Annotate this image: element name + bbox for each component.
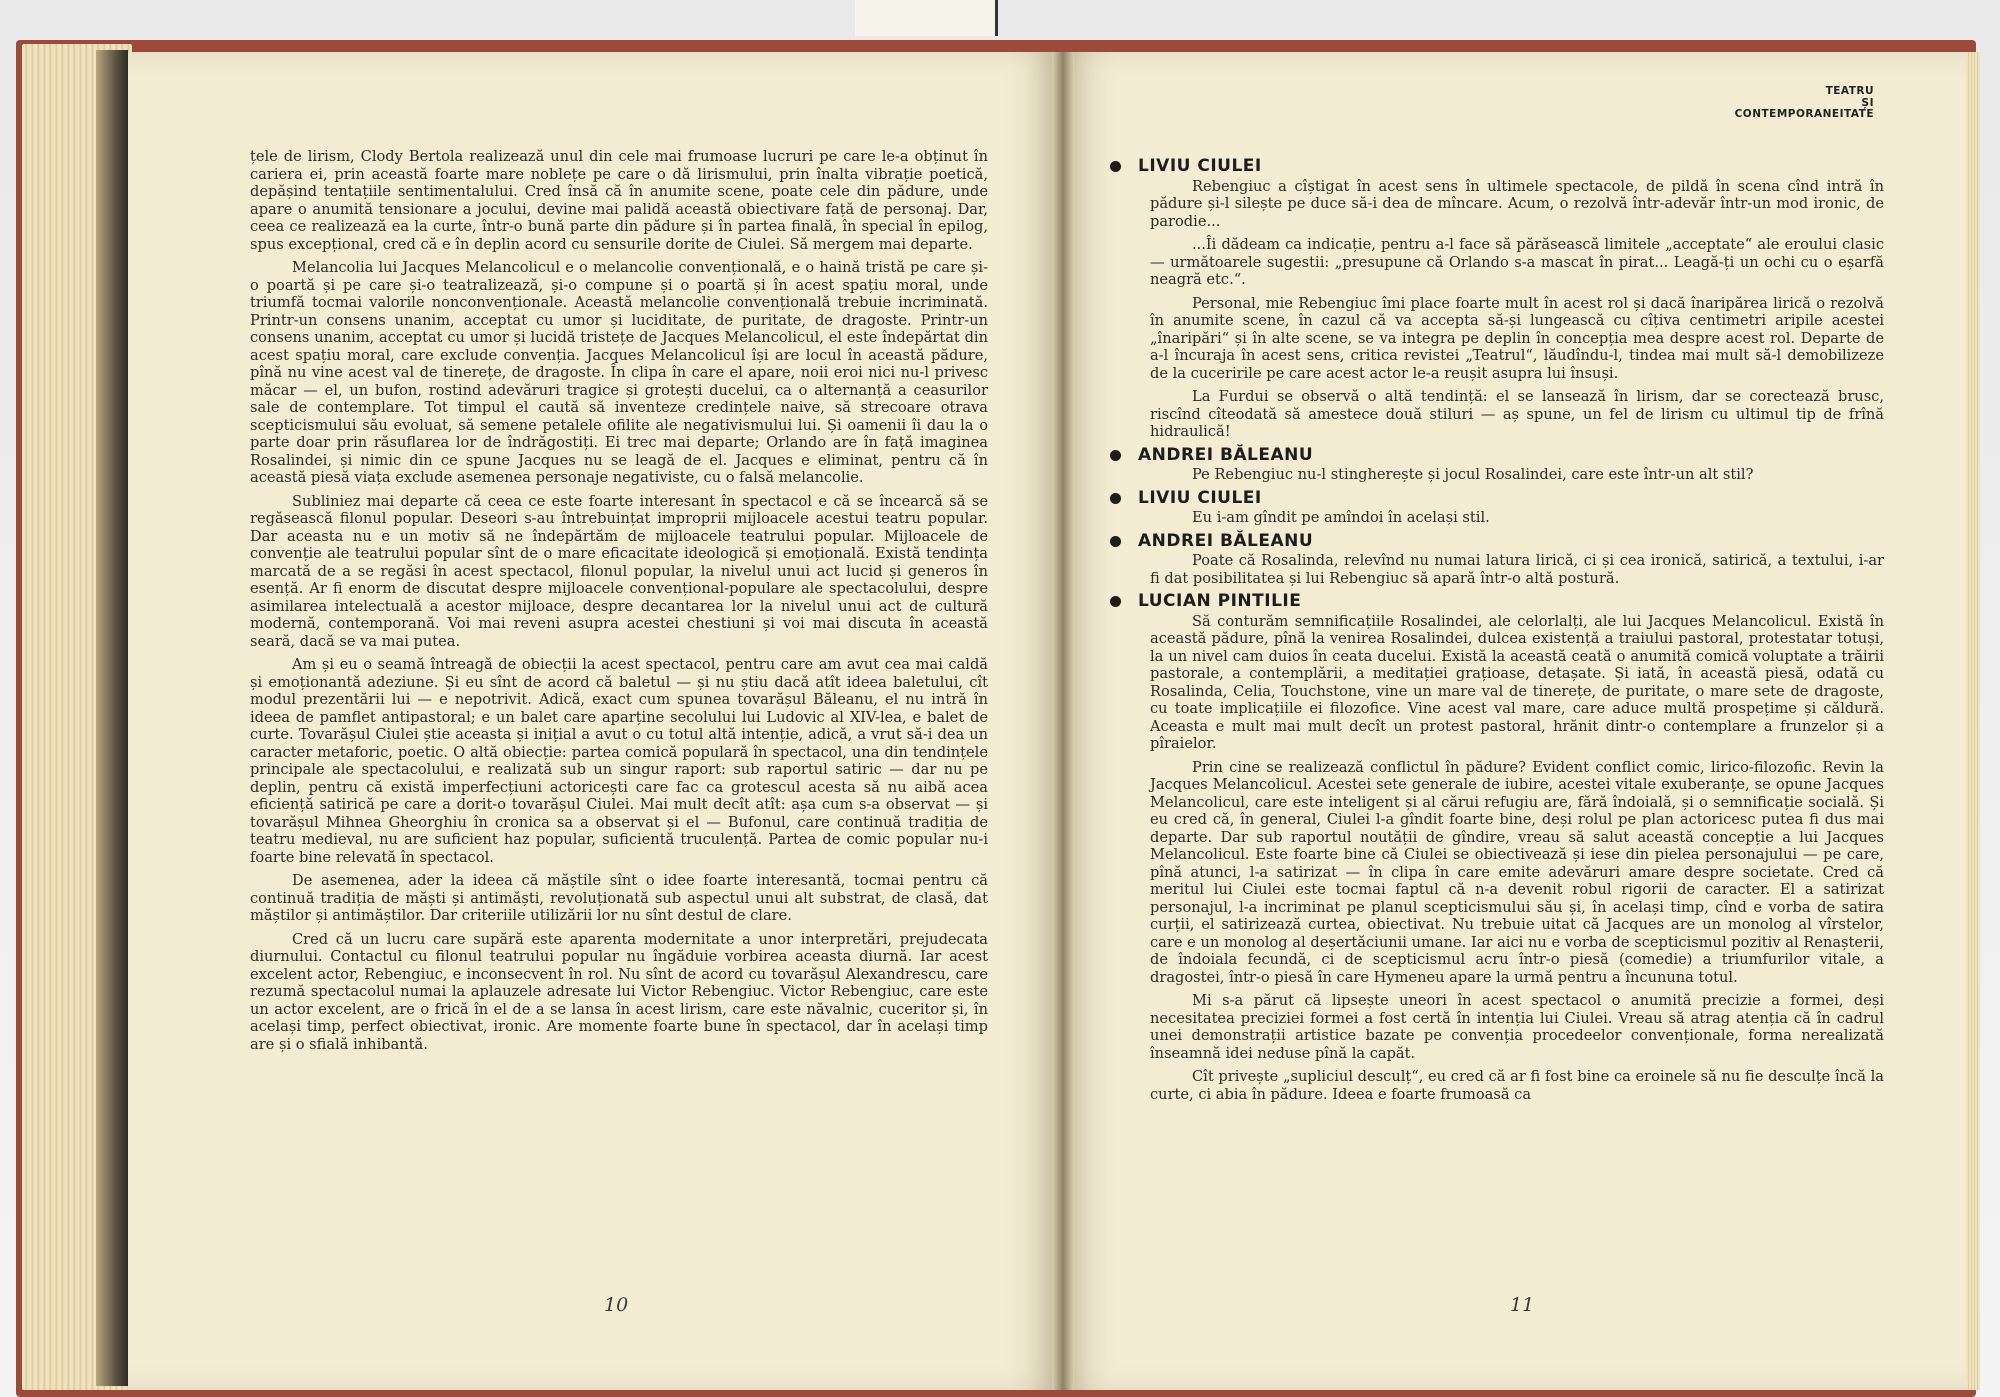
speaker-name: LUCIAN PINTILIE xyxy=(1138,591,1302,611)
speaker-heading xyxy=(1110,487,1884,508)
bullet-icon xyxy=(1110,493,1121,504)
bullet-icon xyxy=(1110,161,1121,172)
paragraph: Subliniez mai departe că ceea ce este foarte interesant în spectacol e că se încearcă să se regăsească filonul popular. Deseori s-au întrebuințat improprii mijloacele acestui teatru popular. Dar aceasta nu e un motiv să ne îndepărtăm de mijloacele teatrului popular. Mijloacele de convenție ale teatrului popular sînt de o mare eficacitate ideologică și emoțională. Există tendința marcată de a se regăsi în acest spectacol, filonul popular, la nivelul unui act lucid și generos în esență. Ar fi enorm de discutat despre mijloacele convențional-populare ale spectacolului, despre asimilarea intelectuală a acestor mijloace, despre decantarea lor la nivelul unui act de cultură modernă, contemporană. Voi mai reveni asupra acestei chestiuni și voi mai discuta în această seară, dacă se va mai putea. xyxy=(250,492,988,650)
paragraph: De asemenea, ader la ideea că măștile sînt o idee foarte interesantă, tocmai pentru că continuă tradiția de măști și antimăști, revoluționată sub aspectul unui alt substrat, de clasă, dat măștilor și antimăștilor. Dar criteriile utilizării lor nu sînt destul de clare. xyxy=(250,872,988,924)
section-header-line: TEATRU xyxy=(1825,85,1874,97)
section-header-line: CONTEMPORANEITATE xyxy=(1734,108,1874,120)
paragraph: Rebengiuc a cîștigat în acest sens în ultimele spectacole, de pildă în scena cînd intră în pădure și-l silește pe duce să-i dea de mîncare. Acum, o rezolvă într-adevăr într-un mod ironic, de parodie... xyxy=(1150,177,1884,230)
paragraph: Mi s-a părut că lipsește uneori în acest spectacol o anumită precizie a formei, deși necesitatea preciziei formei a fost certă în intenția lui Ciulei. Vreau să atrag atenția că în cadrul unei demonstrații artistice bazate pe convenția procedeelor convenționale, forma nerealizată înseamnă idei neduse pînă la capăt. xyxy=(1150,992,1884,1062)
left-page-text xyxy=(250,148,988,1059)
paragraph: Am și eu o seamă întreagă de obiecții la acest spectacol, pentru care am avut cea mai caldă și emoționantă adeziune. Și eu sînt de acord că baletul — și nu știu dacă atît ideea baletului, cît modul prezentării lui — e nepotrivit. Adică, exact cum spunea tovarășul Băleanu, el nu intră în ideea de pamflet antipastoral; e un balet care aparține secolului lui Ludovic al XIV-lea, e balet de curte. Tovarășul Ciulei știe aceasta și inițial a avut o cu totul altă intenție, adică, a vrut să-i dea un caracter metaforic, poetic. O altă obiecție: partea comică populară în spectacol, una din tendințele principale ale spectacolului, e realizată sub un singur raport: sub raportul satiric — dar nu pe deplin, pentru că există imperfecțiuni actoricești care fac ca grotescul acesta să nu aibă acea eficiență satirică pe care a dorit-o tovarășul Ciulei. Mai mult decît atît: așa cum s-a observat — și tovarășul Mihnea Gheorghiu în cronica sa a observat și el — Bufonul, care continuă tradiția de teatru medieval, nu are suficient haz popular, suficientă truculență. Partea de comic popular nu-i foarte bine relevată în spectacol. xyxy=(250,656,988,866)
section-header-line: ȘI xyxy=(1861,96,1874,109)
paragraph: Personal, mie Rebengiuc îmi place foarte mult în acest rol și dacă înaripărea lirică o rezolvă în anumite scene, în cazul că va accepta să-și lungească cu cîțiva centimetri aripile acestei „înaripări“ și în alte scene, se va integra pe deplin în concepția mea despre acest rol. Departe de a-l încuraja în acest sens, critica revistei „Teatrul“, lăudîndu-l, tindea mai mult să-l demobilizeze de la cuceririle pe care acest actor le-a reușit asupra lui însuși. xyxy=(1150,294,1884,382)
right-page-edge xyxy=(1966,52,1980,1390)
bullet-icon xyxy=(1110,536,1121,547)
section-header xyxy=(1628,86,1874,121)
bullet-icon xyxy=(1110,450,1121,461)
paragraph: Eu i-am gîndit pe amîndoi în același stil. xyxy=(1192,509,1490,526)
paragraph: Prin cine se realizează conflictul în pădure? Evident conflict comic, lirico-filozofic. Revin la Jacques Melancolicul. Acestei sete generale de iubire, acestei vitale exuberanțe, se opune Jacques Melancolicul, care este inteligent și al cărui refugiu are, fără îndoială, și o semnificație socială. Și eu cred că, în general, Ciulei l-a gîndit foarte bine, deși rolul pe plan actoricesc putea fi dus mai departe. Dar sub raportul noutății de gîndire, vreau să salut această concepție a lui Jacques Melancolicul. Este foarte bine că Ciulei se obiectivează și iese din pielea personajului — pe care, pînă atunci, l-a satirizat — în clipa în care emite adevăruri amare despre societate. Cred că meritul lui Ciulei este tocmai faptul că n-a devenit robul rigorii de caracter. El a satirizat personajul, l-a incriminat pe planul scepticismului său și, în același timp, cînd e vorba de satira curții, el satirizează curtea, obiectivat. Nu trebuie uitat că Jacques are un monolog al vîrstelor, care e un monolog al deșertăciunii umane. Iar aici nu e vorba de scepticismul pozitiv al Renașterii, de îndoiala fecundă, ci de scepticismul acru într-o piesă (comedie) a triumfurilor vitale, a dragostei, într-o piesă în care Hymeneu apare la urmă pentru a încununa totul. xyxy=(1150,758,1884,986)
paragraph: Pe Rebengiuc nu-l stingherește și jocul Rosalindei, care este într-un alt stil? xyxy=(1192,466,1754,483)
paragraph: Melancolia lui Jacques Melancolicul e o melancolie convențională, e o haină tristă pe care și-o poartă și pe care și-o teatralizează, și-o compune și o poartă și în acest spațiu moral, unde triumfă tocmai valorile nonconvenționale. Această melancolie convențională trebuie incriminată. Printr-un consens unanim, acceptat cu umor și luciditate, de puritate, de dragoste. Printr-un consens unanim, acceptat cu umor și lucidă tristețe de Jacques Melancolicul, el este îndepărtat din acest spațiu moral, care exclude convenția. Jacques Melancolicul își are locul în această pădure, pînă nu vine acest val de tinerețe, de dragoste. În clipa în care el apare, noii eroi nici nu-l privesc măcar — el, un bufon, rostind adevăruri tragice și grotești ducelui, ca o alternanță a ceasurilor sale de contemplare. Tot timpul el caută să inventeze credințele naive, să strecoare otrava scepticismului său evoluat, să semene petalele ofilite ale negativismului lui. Și oamenii îi dau la o parte doar prin răsuflarea lor de îndrăgostiți. Ei trec mai departe; Orlando are în față imaginea Rosalindei, și nimic din ce spune Jacques nu se leagă de el. Jacques e eliminat, pentru că în această piesă viața exclude asemenea personaje negativiste, cu o falsă melancolie. xyxy=(250,259,988,486)
paragraph: Cred că un lucru care supără este aparenta modernitate a unor interpretări, prejudecata diurnului. Contactul cu filonul teatrului popular nu îngăduie vorbirea aceasta diurnă. Iar acest excelent actor, Rebengiuc, e inconsecvent în rol. Nu sînt de acord cu tovarășul Alexandrescu, care rezumă spectacolul numai la aplauzele adresate lui Victor Rebengiuc. Victor Rebengiuc, care este un actor excelent, are o frică în el de a se lansa în acest lirism, care este năvalnic, cuceritor și, în același timp, perfect obiectivat, ironic. Are momente foarte bune în spectacol, dar în același timp are și o sfială inhibantă. xyxy=(250,930,988,1053)
paragraph: Cît privește „supliciul desculț“, eu cred că ar fi fost bine ca eroinele să nu fie desculțe încă la curte, ci abia în pădure. Ideea e foarte frumoasă ca xyxy=(1150,1068,1884,1103)
book-gutter xyxy=(1052,52,1074,1390)
speaker-name: ANDREI BĂLEANU xyxy=(1138,444,1314,465)
speaker-name: LIVIU CIULEI xyxy=(1138,156,1262,176)
speaker-heading xyxy=(1110,158,1884,176)
speaker-name: LIVIU CIULEI xyxy=(1138,487,1262,508)
bullet-icon xyxy=(1110,596,1121,607)
speaker-heading xyxy=(1110,444,1884,465)
paragraph: țele de lirism, Clody Bertola realizează unul din cele mai frumoase lucruri pe care le-a obținut în cariera ei, prin această foarte mare noblețe pe care o dă lirismului, prin înalta vibrație poetică, depășind tentațiile sentimentalului. Cred însă că în anumite scene, poate cele din pădure, unde apare o anumită tensionare a jocului, devine mai palidă această obiectivare față de personaj. Dar, ceea ce realizează ea la curte, într-o bună parte din pădure și în partea finală, în special în epilog, spus excepțional, cred că e în deplin acord cu sensurile dorite de Ciulei. Să mergem mai departe. xyxy=(250,148,988,253)
paragraph: La Furdui se observă o altă tendință: el se lansează în lirism, dar se corectează brusc, riscînd cîteodată să amestece două stiluri — aș spune, un fel de lirism cu ultimul tip de frînă hidraulică! xyxy=(1150,388,1884,440)
page-number: 10 xyxy=(604,1294,629,1316)
page-number: 11 xyxy=(1510,1294,1535,1316)
paragraph: Să conturăm semnificațiile Rosalindei, ale celorlalți, ale lui Jacques Melancolicul. Există în această pădure, pînă la venirea Rosalindei, dulcea existență a traiului pastoral, protestatar totuși, la un nivel cam duios în ceata ducelui. Există la această ceată o anumită comică voluptate a trăirii pastorale, a contemplării, a meditației grațioase, detașate. Și iată, în această piesă, odată cu Rosalinda, Celia, Touchstone, vine un mare val de tinerețe, de puritate, o mare sete de dragoste, cu toate implicațiile ei filozofice. Vine acest val mare, care aduce multă prospețime și căldură. Aceasta e mult mai mult decît un protest pastoral, hrănit dintr-o contemplare a frunzelor și a pîraielor. xyxy=(1150,612,1884,752)
paragraph: ...Îi dădeam ca indicație, pentru a-l face să părăsească limitele „acceptate“ ale eroului clasic — următoarele sugestii: „presupune că Orlando s-a mascat în pirat... Leagă-ți un ochi cu o eșarfă neagră etc.“. xyxy=(1150,236,1884,288)
speaker-name: ANDREI BĂLEANU xyxy=(1138,530,1314,551)
speaker-heading xyxy=(1110,593,1884,611)
speaker-heading xyxy=(1110,530,1884,551)
loose-sheet xyxy=(855,0,998,36)
paragraph: Poate că Rosalinda, relevînd nu numai latura lirică, ci și cea ironică, satirică, a textului, i-ar fi dat posibilitatea și lui Rebengiuc să apară într-o altă postură. xyxy=(1150,552,1884,587)
right-page-text xyxy=(1138,152,1884,1109)
page-block-shadow xyxy=(96,50,128,1386)
